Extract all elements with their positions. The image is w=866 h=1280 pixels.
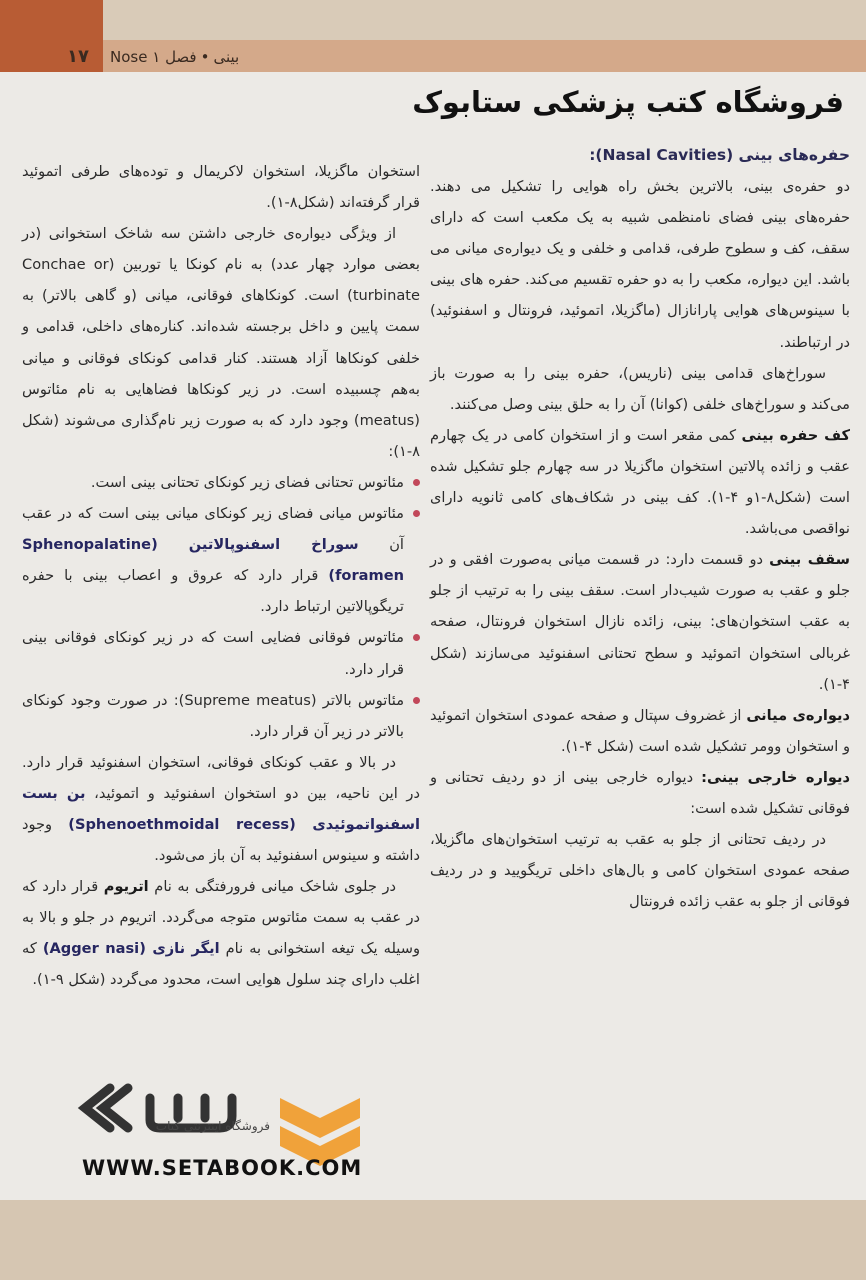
page-number: ۱۷ [67, 46, 89, 67]
section-title: حفره‌های بینی (Nasal Cavities): [589, 146, 850, 164]
chapter-label: فصل ۱ [152, 48, 197, 66]
text: دیواره خارجی بینی از دو ردیف تحتانی و فوقانی تشکیل شده است: [430, 768, 850, 817]
text: قرار دارد که عروق و اعصاب بینی با حفره تریگوپالاتین ارتباط دارد. [22, 567, 404, 616]
store-url: WWW.SETABOOK.COM [82, 1156, 363, 1180]
paragraph: از ویژگی دیواره‌ی خارجی داشتن سه شاخک استخوانی (در بعضی موارد چهار عدد) به نام کونکا یا توربین (Conchae or turbinate) است. کونکاهای فوقانی، میانی (و گاهی بالاتر) به سمت پایین و داخل برجسته شده‌اند. کناره‌های داخلی، قدامی و خلفی کونکاها آزاد هستند. کنار قدامی کونکای فوقانی و میانی به‌هم چسبیده است. در زیر کونکاها فضاهایی به نام مئاتوس (meatus) وجود دارد که به صورت زیر نام‌گذاری می‌شوند (شکل ۸-۱): [22, 225, 420, 460]
separator-dot: • [200, 48, 210, 66]
paragraph: سوراخ‌های قدامی بینی (ناریس)، حفره بینی را به صورت باز می‌کند و سوراخ‌های خلفی (کوانا) آن را به حلق بینی وصل می‌کنند. [430, 364, 850, 413]
text: قرار دارد که در عقب به سمت مئاتوس متوجه می‌گردد. اتریوم در جلو و بالا به وسیله یک تیغه استخوانی به نام [22, 878, 420, 958]
term-agger-nasi: ایگر نازی (Agger nasi) [42, 940, 220, 958]
text: دو قسمت دارد: در قسمت میانی به‌صورت افقی و در جلو و عقب به صورت شیب‌دار است. سقف بینی را به ترتیب از جلو به عقب استخوان‌های: بینی، زائده نازال استخوان فرونتال، صفحه غربالی استخوان اتموئید و سطح تحتانی اسفنوئید می‌سازند (شکل ۴-۱). [430, 551, 850, 693]
text: کمی مقعر است و از استخوان کامی در یک چهارم عقب و زائده پالاتین استخوان ماگزیلا در سه چهارم جلو تشکیل شده است (شکل‌۸-۱و ۴-۱). کف بینی در شکاف‌های کامی ثانویه دارای نواقصی می‌باشد. [430, 426, 850, 538]
text: که اغلب دارای چند سلول هوایی است، محدود می‌گردد (شکل ۹-۱). [22, 940, 420, 989]
running-head [110, 44, 310, 70]
term-atrium: اتریوم [103, 878, 149, 896]
text: در بالا و عقب کونکای فوقانی، استخوان اسفنوئید قرار دارد. در این ناحیه، بین دو استخوان اسفنوئید و اتموئید، [22, 753, 420, 802]
list-item: مئاتوس بالاتر (Supreme meatus): در صورت وجود کونکای بالاتر در زیر آن قرار دارد. [22, 685, 420, 747]
paragraph [430, 762, 850, 824]
term-sphenoethmoidal: بن بست اسفنواتموئیدی (Sphenoethmoidal recess) [22, 784, 420, 833]
chapter-name-en: Nose [110, 48, 148, 66]
text: وجود داشته و سینوس اسفنوئید به آن باز می‌شود. [22, 815, 420, 865]
paragraph [22, 747, 420, 871]
term-floor: کف حفره بینی [741, 426, 851, 444]
term-roof: سقف بینی [769, 551, 850, 569]
store-title: فروشگاه کتب پزشکی ستابوک [412, 85, 844, 119]
term-lateral-wall: دیواره خارجی بینی: [701, 768, 850, 786]
list-item: مئاتوس فوقانی فضایی است که در زیر کونکای فوقانی بینی قرار دارد. [22, 622, 420, 684]
list-item [22, 498, 420, 622]
text: از غضروف سپتال و صفحه عمودی استخوان اتموئید و استخوان وومر تشکیل شده است (شکل ۴-۱). [430, 706, 850, 755]
paragraph: دو حفره‌ی بینی، بالاترین بخش راه هوایی را تشکیل می دهند. حفره‌های بینی فضای نامنظمی شبیه به یک مکعب است که دارای سقف، کف و سطوح طرفی، قدامی و خلفی و یک دیواره‌ی میانی می باشد. این دیواره، مکعب را به دو حفره تقسیم می‌کند. حفره های بینی با سینوس‌های هوایی پارانازال (ماگزیلا، اتموئید، فرونتال و اسفنوئید) در ارتباطند. [430, 178, 850, 351]
left-column [22, 156, 420, 996]
text: مئاتوس میانی فضای زیر کونکای میانی بینی است که در عقب آن [22, 505, 404, 554]
list-item: مئاتوس تحتانی فضای زیر کونکای تحتانی بینی است. [22, 467, 420, 498]
text: در جلوی شاخک میانی فرورفتگی به نام [148, 878, 397, 896]
paragraph [430, 420, 850, 544]
chapter-name-fa: بینی [213, 48, 240, 66]
page-bottom-edge [0, 1200, 866, 1280]
term-sphenopalatine: سوراخ اسفنوپالاتین (Sphenopalatine foramen) [22, 536, 404, 585]
paragraph [22, 871, 420, 995]
paragraph [430, 700, 850, 762]
paragraph: در ردیف تحتانی از جلو به عقب به ترتیب استخوان‌های ماگزیلا، صفحه عمودی استخوان کامی و بال‌های داخلی تریگویید و در ردیف فوقانی از جلو به عقب زائده فرونتال [430, 831, 850, 911]
store-tagline: فروشگاه اینترنتی کتاب [155, 1119, 270, 1133]
right-column [430, 140, 850, 917]
paragraph [430, 544, 850, 699]
term-septum: دیواره‌ی میانی [746, 706, 851, 724]
paragraph: استخوان ماگزیلا، استخوان لاکریمال و توده‌های طرفی اتموئید قرار گرفته‌اند (شکل۸-۱). [22, 163, 420, 212]
